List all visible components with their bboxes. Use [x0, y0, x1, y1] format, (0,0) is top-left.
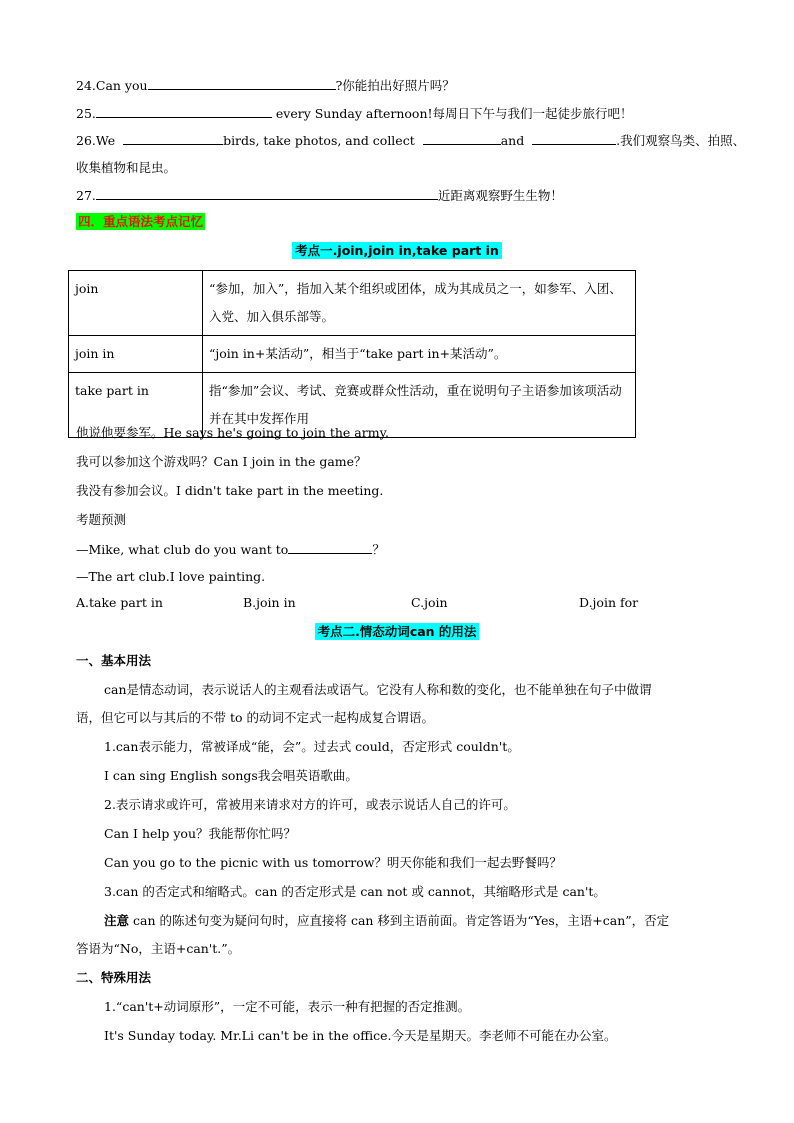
- kp2-point-3: 3.can 的否定式和缩略式。can 的否定形式是 can not 或 cannot，其缩略形式是 can't。: [104, 884, 606, 899]
- table-row: [69, 336, 636, 373]
- kp2-point-1: 1.can表示能力，常被译成“能，会”。过去式 could，否定形式 couldn't。: [104, 739, 520, 754]
- q26-text: 26.We: [76, 133, 116, 148]
- q26-translation-cont: 收集植物和昆虫。: [76, 160, 177, 175]
- table-term: join in: [69, 336, 203, 373]
- kp1-title: 考点一.join,join in,take part in: [292, 242, 502, 259]
- table-desc: “参加，加入”，指加入某个组织或团体，成为其成员之一，如参军、入团、入党、加入俱乐部等。: [203, 271, 636, 336]
- kp2-special-1: 1.“can't+动词原形”，一定不可能，表示一种有把握的否定推测。: [104, 999, 471, 1014]
- note-text: can 的陈述句变为疑问句时，应直接将 can 移到主语前面。肯定答语为“Yes，主语+can”，否定: [129, 913, 670, 928]
- kp2-paragraph-1-cont: 语，但它可以与其后的不带 to 的动词不定式一起构成复合谓语。: [76, 710, 434, 725]
- kp1-example-3: 我没有参加会议。I didn't take part in the meeting.: [76, 483, 384, 498]
- question-27: [76, 186, 563, 205]
- table-term: take part in: [69, 373, 203, 438]
- kp2-note-cont: 答语为“No，主语+can't.”。: [76, 941, 241, 956]
- q26-middle-2: and: [500, 133, 525, 148]
- note-label: 注意: [104, 913, 130, 928]
- q26-translation: .我们观察鸟类、拍照、: [616, 133, 746, 148]
- option-a[interactable]: A.take part in: [76, 595, 163, 610]
- section-4-title: 四．重点语法考点记忆: [78, 214, 204, 229]
- kp2-title: 考点二.情态动词can 的用法: [315, 623, 480, 640]
- kp1-example-1: 他说他要参军。He says he's going to join the army.: [76, 425, 389, 440]
- kp1-question-text: —Mike, what club do you want to: [76, 542, 289, 557]
- kp2-paragraph-1: can是情态动词，表示说话人的主观看法或语气。它没有人称和数的变化，也不能单独在句子中做谓: [104, 682, 652, 697]
- q26-blank-2[interactable]: [423, 131, 501, 145]
- q27-text: 27.: [76, 188, 96, 203]
- option-d[interactable]: D.join for: [579, 595, 639, 610]
- kp2-example-2: Can I help you？我能帮你忙吗？: [104, 826, 297, 841]
- kp1-question-mark: ？: [372, 542, 385, 557]
- q24-text: 24.Can you: [76, 78, 148, 93]
- q24-translation: ?你能拍出好照片吗？: [335, 78, 455, 93]
- question-25: [76, 104, 633, 123]
- kp1-table: [68, 270, 636, 438]
- table-desc: 指“参加”会议、考试、竞赛或群众性活动，重在说明句子主语参加该项活动并在其中发挥作用: [203, 373, 636, 438]
- kp2-example-1: I can sing English songs我会唱英语歌曲。: [104, 768, 358, 783]
- table-term: join: [69, 271, 203, 336]
- kp2-example-3: Can you go to the picnic with us tomorrow？明天你能和我们一起去野餐吗？: [104, 855, 562, 870]
- kp1-heading: [0, 242, 794, 260]
- q26-blank-1[interactable]: [123, 131, 223, 145]
- question-24: [76, 76, 455, 95]
- section-4-heading: [76, 213, 205, 231]
- q26-middle-1: birds, take photos, and collect: [223, 133, 415, 148]
- q25-translation: every Sunday afternoon!每周日下午与我们一起徒步旅行吧！: [271, 106, 633, 121]
- kp1-predict-label: 考题预测: [76, 512, 127, 527]
- kp2-section-1-title: 一、基本用法: [76, 653, 152, 668]
- q27-blank[interactable]: [96, 186, 438, 200]
- table-row: [69, 271, 636, 336]
- q25-blank[interactable]: [96, 104, 272, 118]
- option-c[interactable]: C.join: [411, 595, 448, 610]
- kp2-note: [104, 912, 669, 930]
- kp1-question-blank[interactable]: [288, 540, 372, 554]
- kp2-section-2-title: 二、特殊用法: [76, 970, 152, 985]
- q26-blank-3[interactable]: [532, 131, 616, 145]
- kp1-example-2: 我可以参加这个游戏吗？Can I join in the game？: [76, 454, 367, 469]
- question-26: [76, 131, 745, 150]
- kp2-point-2: 2.表示请求或许可，常被用来请求对方的许可，或表示说话人自己的许可。: [104, 797, 516, 812]
- kp1-question: [76, 540, 385, 559]
- kp2-special-example: It's Sunday today. Mr.Li can't be in the office.今天是星期天。李老师不可能在办公室。: [104, 1028, 617, 1043]
- q25-text: 25.: [76, 106, 96, 121]
- table-desc: “join in+某活动”，相当于“take part in+某活动”。: [203, 336, 636, 373]
- q27-translation: 近距离观察野生生物！: [437, 188, 563, 203]
- option-b[interactable]: B.join in: [243, 595, 296, 610]
- kp2-heading: [0, 623, 794, 641]
- q24-blank[interactable]: [148, 76, 336, 90]
- kp1-answer: —The art club.I love painting.: [76, 569, 266, 584]
